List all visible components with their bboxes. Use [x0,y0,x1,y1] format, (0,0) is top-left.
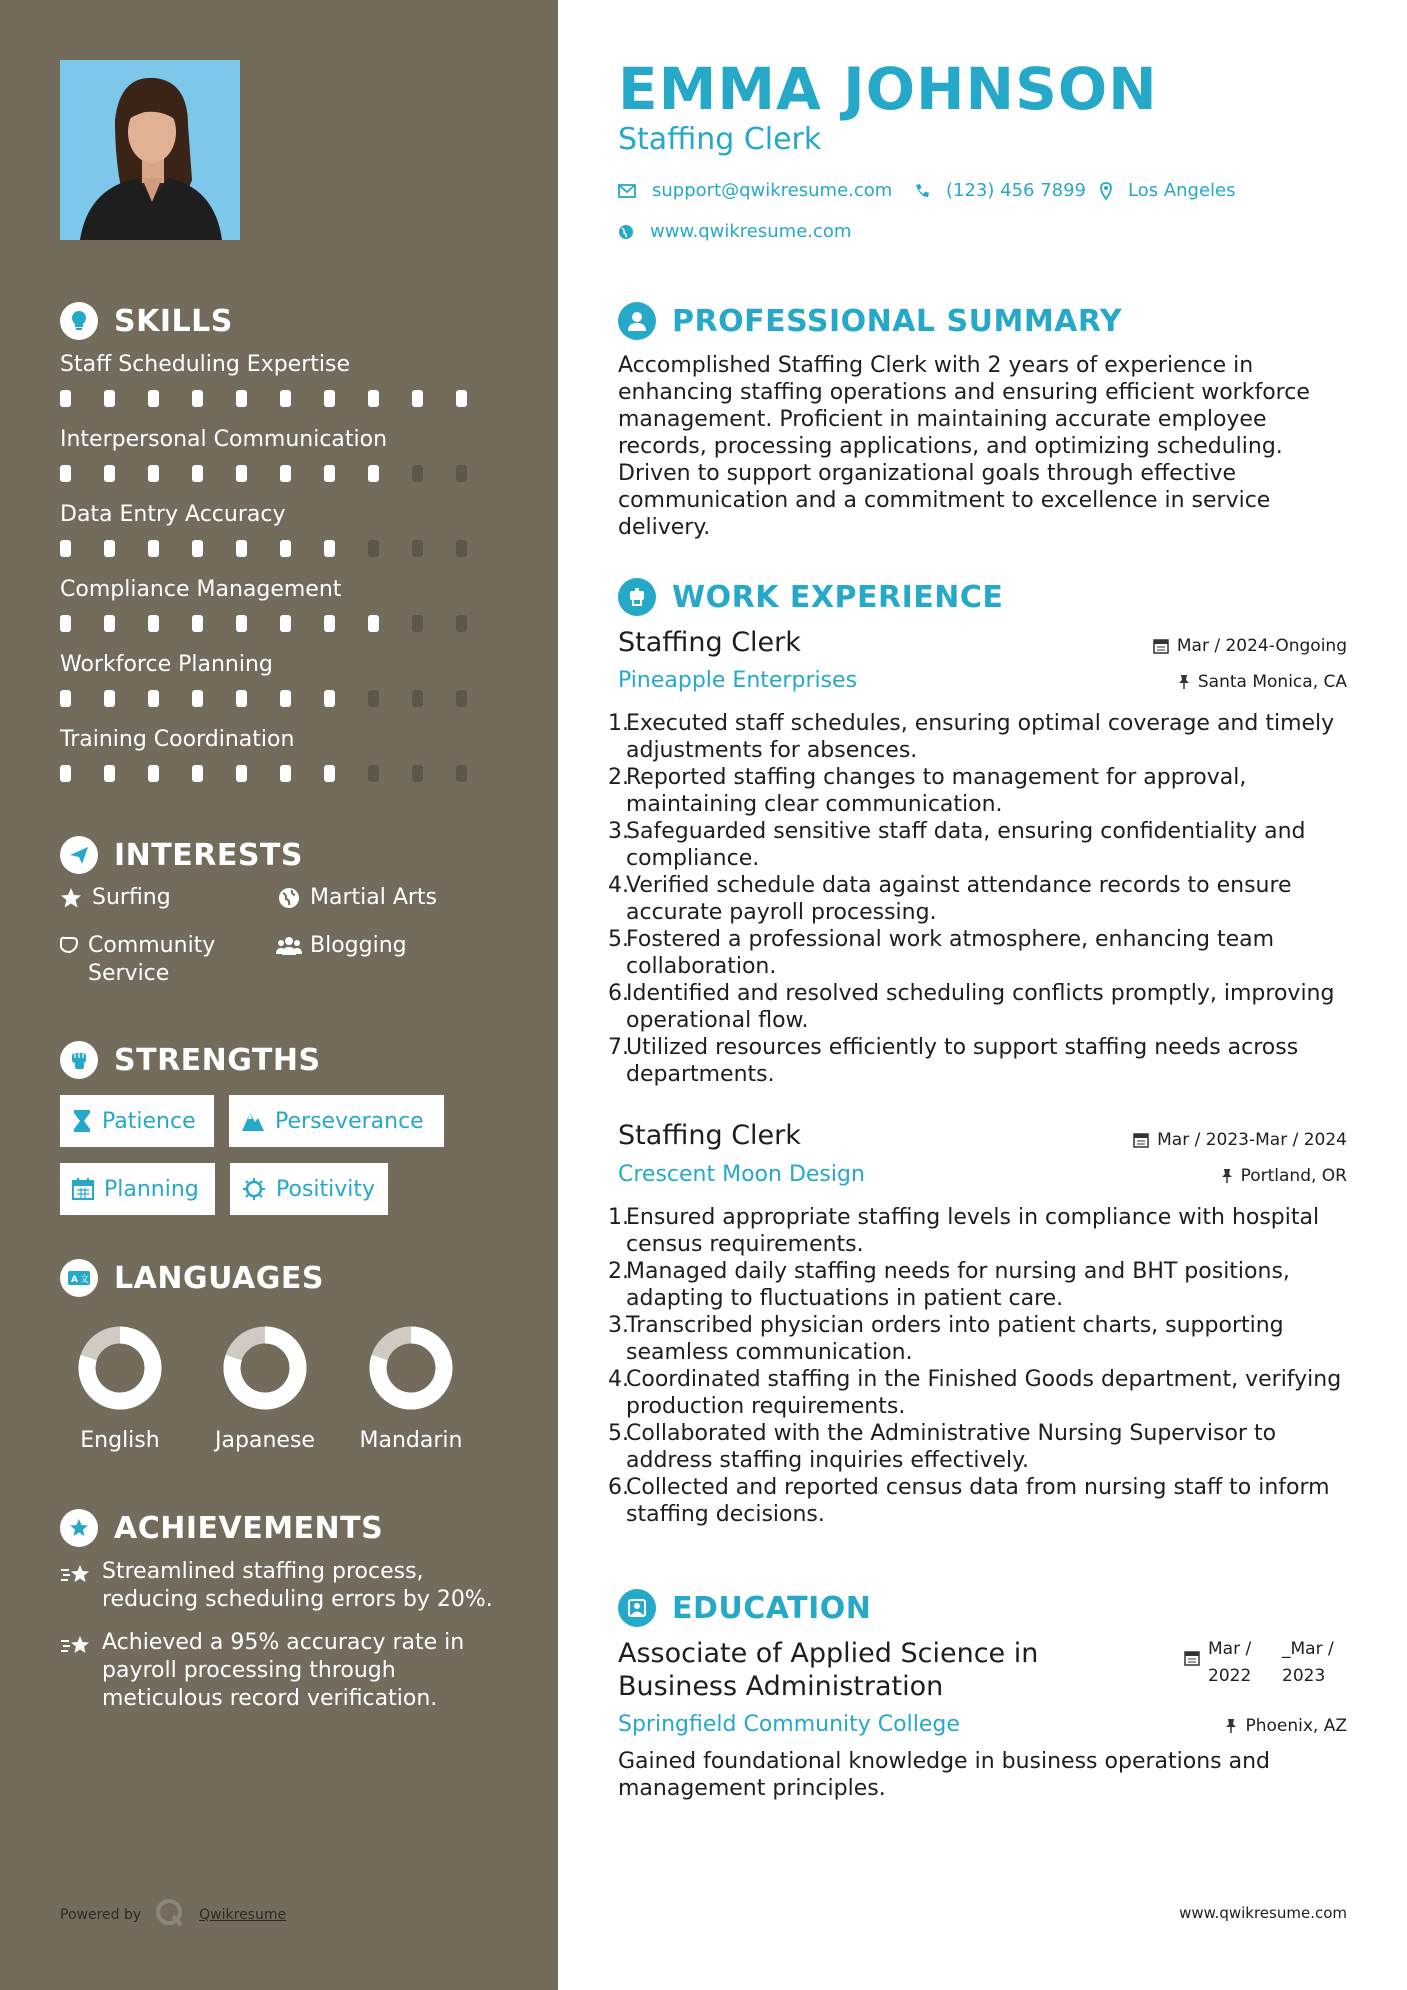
paper-plane-icon [60,836,98,874]
skill-rating-dot [236,540,247,557]
skill-rating-dot [104,615,115,632]
skill-rating-dot [324,390,335,407]
skill-rating-dot [456,765,467,782]
skill-item [60,352,500,407]
skill-rating-dot [148,465,159,482]
job-bullet: 4. Verified schedule data against attendance records to ensure accurate payroll processing. [608,873,1292,925]
job-bullet: 2. Managed daily staffing needs for nursing and BHT positions, adapting to fluctuations in patient care. [608,1259,1290,1311]
users-icon [276,932,302,960]
education-title: EDUCATION [672,1590,872,1626]
skill-rating-dot [148,765,159,782]
job-bullet: 5. Collaborated with the Administrative Nursing Supervisor to address staffing inquiries effectively. [608,1421,1277,1473]
skill-rating-dot [412,690,423,707]
job-title: Staffing Clerk [618,1120,801,1151]
qwikresume-logo-icon [155,1898,185,1932]
climber-icon [241,1110,265,1132]
language-item [195,1326,335,1453]
skill-rating-dot [324,540,335,557]
language-name: Japanese [215,1428,315,1453]
website-text: www.qwikresume.com [650,221,852,242]
interest-item [276,932,407,960]
contact-phone[interactable] [914,180,1086,201]
school-name: Springfield Community College [618,1712,960,1737]
interest-item [58,932,258,988]
phone-text: (123) 456 7899 [946,180,1087,201]
interest-label: Blogging [310,933,407,958]
skill-item [60,727,500,782]
language-name: English [80,1428,160,1453]
skill-item [60,577,500,632]
job-bullets [608,710,1368,1088]
end-year: 2023 [1282,1666,1326,1686]
experience-heading [618,578,1003,616]
skill-item [60,502,500,557]
skills-heading [60,302,233,340]
candidate-title: Staffing Clerk [618,122,822,157]
skill-rating-dot [104,390,115,407]
skill-rating-dot [456,390,467,407]
skill-rating-dot [280,765,291,782]
job-bullet: 6. Collected and reported census data from nursing staff to inform staffing decisions. [608,1475,1330,1527]
language-name: Mandarin [359,1428,463,1453]
skill-rating-dot [236,690,247,707]
user-icon [618,302,656,340]
strength-tag [60,1163,215,1215]
language-proficiency-ring [369,1326,453,1410]
skill-rating-dot [412,765,423,782]
skill-rating-dot [104,765,115,782]
language-proficiency-ring [223,1326,307,1410]
job-bullet: 4. Coordinated staffing in the Finished Goods department, verifying production requirements. [608,1367,1342,1419]
language-item [50,1326,190,1453]
candidate-name: EMMA JOHNSON [618,55,1158,123]
globe-icon [276,884,302,912]
skill-rating [60,390,500,407]
skills-title: SKILLS [114,303,233,339]
start-year: 2022 [1208,1666,1252,1686]
footer-url[interactable]: www.qwikresume.com [1179,1904,1347,1922]
strengths-title: STRENGTHS [114,1042,321,1078]
job-location-text: Santa Monica, CA [1197,672,1347,692]
pushpin-icon [1225,1718,1237,1734]
job-bullet: 1. Executed staff schedules, ensuring optimal coverage and timely adjustments for absences. [608,711,1335,763]
job-dates-text: Mar / 2024-Ongoing [1176,636,1347,656]
education-dates [1184,1636,1352,1690]
degree-title: Associate of Applied Science in Business Administration [618,1638,1039,1702]
map-pin-icon [1100,182,1112,200]
interest-item [58,884,171,912]
calendar-icon [1184,1650,1200,1666]
powered-by-label: Powered by [60,1907,142,1923]
strength-label: Perseverance [275,1108,424,1134]
languages-heading [60,1259,324,1297]
strength-tag [230,1163,388,1215]
skill-rating [60,690,500,707]
education-end [1282,1636,1352,1690]
shooting-star-icon [60,1629,92,1713]
hourglass-icon [72,1109,92,1133]
strength-label: Planning [104,1176,199,1202]
skill-rating-dot [280,690,291,707]
skill-rating-dot [104,690,115,707]
achievement-item [60,1629,510,1713]
skill-rating-dot [60,690,71,707]
envelope-icon [618,184,636,198]
strengths-heading [60,1041,321,1079]
end-month: _Mar / [1282,1639,1334,1659]
globe-icon [618,224,634,240]
skill-rating-dot [412,390,423,407]
summary-text: Accomplished Staffing Clerk with 2 years of experience in enhancing staffing operations and ensuring efficient workforce management. Proficient in maintaining accurate employee records, processing applications, and optimizing scheduling. Driven to support organizational goals through effective communication and a commitment to excellence in service delivery. [618,353,1310,540]
skill-rating-dot [412,615,423,632]
skill-rating-dot [324,690,335,707]
skill-name: Workforce Planning [60,652,273,677]
language-proficiency-ring [78,1326,162,1410]
skill-rating [60,615,500,632]
skill-rating-dot [368,390,379,407]
education-heading [618,1589,871,1627]
job-bullets [608,1204,1368,1528]
skill-rating-dot [456,540,467,557]
job-dates [1153,636,1347,656]
skill-rating-dot [324,465,335,482]
skill-rating-dot [60,390,71,407]
skill-name: Data Entry Accuracy [60,502,286,527]
skill-rating-dot [192,465,203,482]
sidebar [0,0,558,1990]
contact-location [1100,180,1236,201]
phone-icon [914,183,930,199]
skill-rating-dot [368,465,379,482]
job-company: Crescent Moon Design [618,1162,865,1187]
skill-name: Interpersonal Communication [60,427,388,452]
skill-rating-dot [324,615,335,632]
skill-rating [60,765,500,782]
skill-item [60,652,500,707]
skill-rating-dot [456,615,467,632]
achievement-text: Achieved a 95% accuracy rate in payroll processing through meticulous record verification. [102,1630,465,1711]
svg-text:文: 文 [80,1275,90,1285]
skill-rating-dot [280,465,291,482]
job-location [1178,672,1347,692]
job-location-text: Portland, OR [1240,1166,1347,1186]
skill-rating-dot [456,690,467,707]
interest-label: Martial Arts [310,885,438,910]
contact-email[interactable] [618,180,892,201]
skill-rating-dot [192,390,203,407]
skill-rating-dot [148,540,159,557]
skill-rating-dot [368,615,379,632]
pushpin-icon [1221,1168,1233,1184]
skill-rating-dot [368,540,379,557]
calendar-icon [72,1178,94,1200]
interest-label: Community Service [88,933,216,986]
job-bullet: 3. Transcribed physician orders into patient charts, supporting seamless communication. [608,1313,1284,1365]
fist-icon [60,1041,98,1079]
skill-rating-dot [412,540,423,557]
qwikresume-link[interactable]: Qwikresume [199,1907,287,1923]
skill-rating-dot [104,465,115,482]
svg-text:A: A [71,1275,78,1285]
job-location [1221,1166,1347,1186]
skill-rating-dot [192,540,203,557]
skill-rating-dot [192,615,203,632]
skill-rating-dot [148,615,159,632]
interest-item [276,884,437,912]
interests-title: INTERESTS [114,837,303,873]
skill-rating-dot [192,690,203,707]
interests-heading [60,836,303,874]
achievement-item [60,1558,510,1614]
calendar-icon [1153,638,1169,654]
job-bullet: 7. Utilized resources efficiently to support staffing needs across departments. [608,1035,1299,1087]
contact-website[interactable] [618,221,851,242]
trophy-star-icon [60,1509,98,1547]
job-bullet: 5. Fostered a professional work atmosphere, enhancing team collaboration. [608,927,1275,979]
skill-rating-dot [192,765,203,782]
skill-rating [60,540,500,557]
strength-label: Patience [102,1108,196,1134]
hand-icon [58,932,80,988]
graduation-icon [618,1589,656,1627]
skill-rating-dot [104,540,115,557]
profile-photo [60,60,240,240]
skill-name: Staff Scheduling Expertise [60,352,350,377]
star-icon [58,884,84,912]
job-bullet: 6. Identified and resolved scheduling conflicts promptly, improving operational flow. [608,981,1335,1033]
job-title: Staffing Clerk [618,627,801,658]
summary-title: PROFESSIONAL SUMMARY [672,303,1123,339]
briefcase-icon [618,578,656,616]
education-location [1225,1716,1347,1736]
language-item [341,1326,481,1453]
skill-rating-dot [60,540,71,557]
languages-title: LANGUAGES [114,1260,324,1296]
summary-heading [618,302,1122,340]
experience-title: WORK EXPERIENCE [672,579,1004,615]
education-description: Gained foundational knowledge in business operations and management principles. [618,1749,1270,1801]
job-dates [1133,1130,1347,1150]
skill-rating-dot [236,765,247,782]
skill-name: Training Coordination [60,727,295,752]
skill-name: Compliance Management [60,577,342,602]
skill-rating-dot [148,390,159,407]
skill-rating-dot [60,765,71,782]
skill-rating-dot [368,765,379,782]
skill-rating-dot [280,615,291,632]
education-location-text: Phoenix, AZ [1245,1716,1347,1736]
job-bullet: 1. Ensured appropriate staffing levels in compliance with hospital census requirements. [608,1205,1320,1257]
skill-rating-dot [280,540,291,557]
skill-item [60,427,500,482]
achievements-title: ACHIEVEMENTS [114,1510,384,1546]
strength-tag [229,1095,444,1147]
skill-rating-dot [324,765,335,782]
location-text: Los Angeles [1128,180,1236,201]
skill-rating [60,465,500,482]
translate-icon [60,1259,98,1297]
skill-rating-dot [368,690,379,707]
skill-rating-dot [148,690,159,707]
calendar-icon [1133,1132,1149,1148]
job-bullet: 3. Safeguarded sensitive staff data, ensuring confidentiality and compliance. [608,819,1306,871]
skill-rating-dot [236,390,247,407]
lightbulb-icon [60,302,98,340]
skill-rating-dot [412,465,423,482]
interest-label: Surfing [92,885,171,910]
main-content [558,0,1407,1990]
skill-rating-dot [60,465,71,482]
skill-rating-dot [456,465,467,482]
education-start [1208,1636,1278,1690]
strength-label: Positivity [276,1176,376,1202]
achievements-heading [60,1509,383,1547]
powered-by [60,1898,286,1932]
skill-rating-dot [60,615,71,632]
job-company: Pineapple Enterprises [618,668,858,693]
job-dates-text: Mar / 2023-Mar / 2024 [1157,1130,1347,1150]
sun-icon [242,1177,266,1201]
job-bullet: 2. Reported staffing changes to management for approval, maintaining clear communication. [608,765,1247,817]
skill-rating-dot [280,390,291,407]
pushpin-icon [1178,674,1190,690]
skill-rating-dot [236,465,247,482]
strength-tag [60,1095,214,1147]
skill-rating-dot [236,615,247,632]
achievement-text: Streamlined staffing process, reducing scheduling errors by 20%. [102,1559,493,1612]
start-month: Mar / [1208,1639,1252,1659]
email-text: support@qwikresume.com [652,180,893,201]
shooting-star-icon [60,1558,92,1614]
